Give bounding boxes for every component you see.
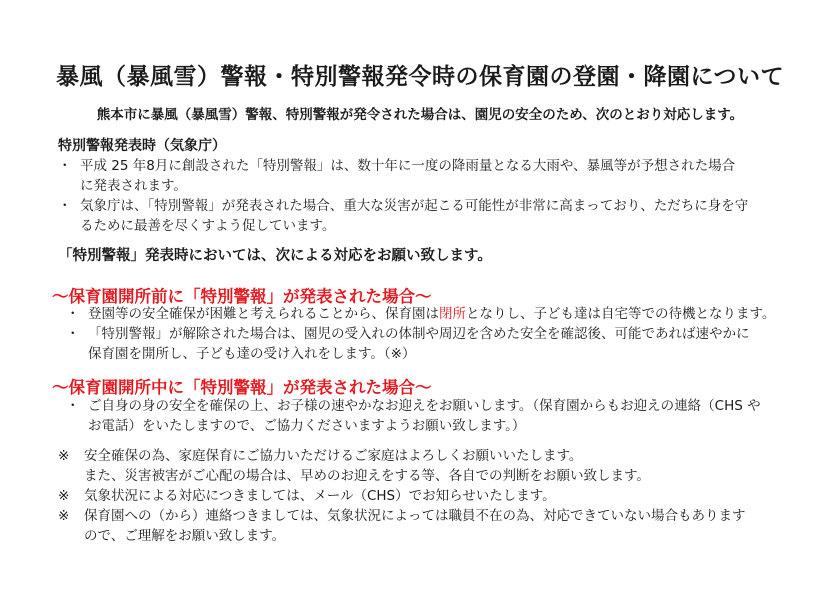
list-item-text: に発表されます。 — [80, 178, 187, 194]
list-item-text: お電話）をいたしますので、ご協力くださいますようお願い致します。） — [88, 418, 526, 434]
page-subtitle: 熊本市に暴風（暴風雪）警報、特別警報が発令された場合は、園児の安全のため、次のとおり対応します。 — [96, 107, 744, 123]
note-mark: ※ — [58, 508, 70, 524]
list-item-text: るために最善を尽くすよう促しています。 — [80, 218, 336, 234]
note-text: また、災害被害がご心配の場合は、早めのお迎えをする等、各自での判断をお願い致します。 — [84, 468, 650, 484]
list-item — [66, 304, 786, 324]
case-during-heading: ～保育園開所中に「特別警報」が発表された場合～ — [52, 378, 432, 397]
list-item-text: 登園等の安全確保が困難と考えられることから、保育園は — [88, 306, 439, 322]
list-item-text: 気象庁は、「特別警報」が発表された場合、重大な災害が起こる可能性が非常に高まっており、ただちに身を守 — [80, 198, 749, 214]
case-before-section — [66, 304, 786, 364]
request-line: 「特別警報」発表時においては、次による対応をお願い致します。 — [58, 248, 492, 264]
bullet-mark: ・ — [58, 158, 72, 174]
note-text: ので、ご理解をお願い致します。 — [84, 528, 286, 544]
note-text: 気象状況による対応につきましては、メール（CHS）でお知らせいたします。 — [84, 488, 556, 504]
bullet-mark: ・ — [66, 306, 80, 322]
note-mark: ※ — [58, 488, 70, 504]
bullet-mark: ・ — [66, 398, 80, 414]
special-warning-section — [58, 136, 778, 236]
note-item — [58, 506, 798, 546]
closed-highlight: 閉所 — [439, 306, 466, 322]
list-item — [58, 156, 778, 196]
list-item-text: ご自身の身の安全を確保の上、お子様の速やかなお迎えをお願いします。（保育園からもお迎えの連絡（CHS や — [88, 398, 761, 414]
notes-section — [58, 446, 798, 546]
note-item — [58, 446, 798, 486]
list-item-text: 保育園を開所し、子ども達の受け入れをします。（※） — [88, 346, 416, 362]
bullet-mark: ・ — [66, 326, 80, 342]
list-item — [66, 324, 786, 364]
list-item-text: となりし、子ども達は自宅等での待機となります。 — [466, 306, 776, 322]
list-item-text: 平成 25 年8月に創設された「特別警報」は、数十年に一度の降雨量となる大雨や、暴風等が予想された場合 — [80, 158, 736, 174]
special-warning-heading: 特別警報発表時（気象庁） — [58, 138, 226, 154]
bullet-mark: ・ — [58, 198, 72, 214]
note-text: 安全確保の為、家庭保育にご協力いただけるご家庭はよろしくお願いいたします。 — [84, 448, 583, 464]
case-during-section — [66, 396, 786, 436]
note-item — [58, 486, 798, 506]
page-title: 暴風（暴風雪）警報・特別警報発令時の保育園の登園・降園について — [55, 64, 785, 90]
list-item — [58, 196, 778, 236]
note-text: 保育園への（から）連絡つきましては、気象状況によっては職員不在の為、対応できていない場合もあります — [84, 508, 746, 524]
list-item — [66, 396, 786, 436]
list-item-text: 「特別警報」が解除された場合は、園児の受入れの体制や周辺を含めた安全を確認後、可能であれば速やかに — [88, 326, 750, 342]
case-before-heading: ～保育園開所前に「特別警報」が発表された場合～ — [52, 287, 432, 306]
note-mark: ※ — [58, 448, 70, 464]
